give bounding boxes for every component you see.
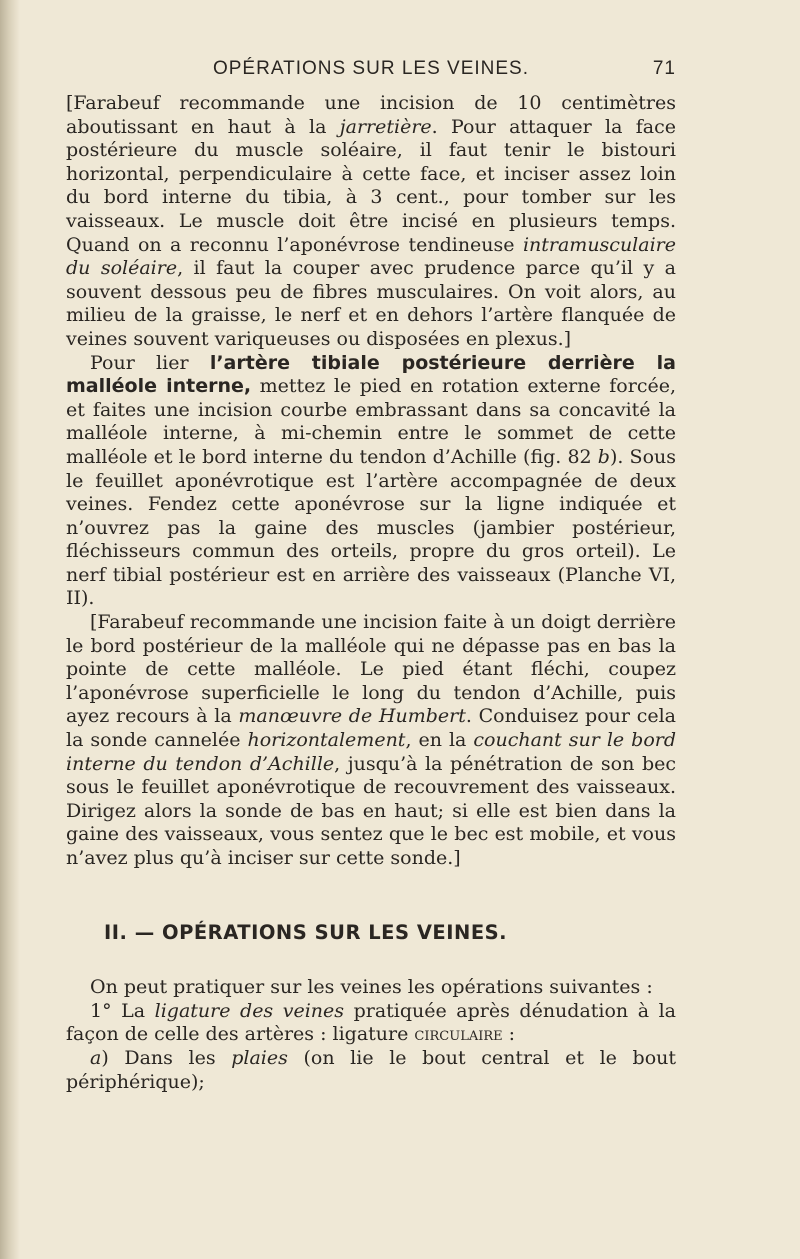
paragraph-ligature: [66, 1000, 676, 1047]
para1-italic-2: intramusculaire du soléaire: [66, 233, 676, 280]
para2-text-2: mettez le pied en rotation externe forcée, et faites une incision courbe embrassant dans sa concavité la malléole interne, à mi-chemin entre le sommet de cette malléole et le bord interne du tendon d’Achille (fig. 82: [66, 375, 676, 468]
para3-text-2: . Conduisez pour cela la sonde cannelée: [66, 705, 676, 752]
para3-text-3: , en la: [405, 729, 474, 752]
para6-italic-0: a: [90, 1046, 102, 1069]
para3-italic-3: couchant sur le bord interne du tendon d’Achille: [66, 729, 677, 775]
para2-bold-1: l’artère tibiale postérieure derrière la malléole interne,: [66, 351, 676, 398]
paragraph-farabeuf-soleaire: [66, 92, 676, 352]
para5-text-3: :: [502, 1023, 516, 1046]
para6-italic-1: plaies: [231, 1046, 288, 1069]
para1-italic-1: jarretière: [339, 115, 432, 138]
paragraph-tibiale-posterieure: [66, 352, 676, 612]
para5-italic-1: ligature des veines: [154, 999, 345, 1022]
page-number: 71: [652, 58, 676, 79]
para2-italic-1: b: [597, 445, 610, 468]
para1-text-2: . Pour attaquer la face postérieure du muscle soléaire, il faut tenir le bistouri horizontal, perpendiculaire à cette face, et inciser assez loin du bord interne du tibia, à 3 cent., pour tomber sur les vaisseaux. Le muscle doit être incisé en plusieurs temps. Quand on a reconnu l’aponévrose tendineuse: [66, 115, 676, 256]
para3-text-4: , jusqu’à la pénétration de son bec sous le feuillet aponévrotique de recouvrement des vaisseaux. Dirigez alors la sonde de bas en haut; si elle est bien dans la gaine des vaisseaux, vous sentez que le bec est mobile, et vous n’avez plus qu’à inciser sur cette sonde.]: [66, 752, 676, 869]
para3-italic-1: manœuvre de Humbert: [238, 705, 466, 728]
para1-text-3: , il faut la couper avec prudence parce qu’il y a souvent dessous peu de fibres musculaires. On voit alors, au milieu de la graisse, le nerf et en dehors l’artère flanquée de veines souvent variqueuses ou disposées en plexus.]: [66, 257, 676, 350]
para1-text-1: [Farabeuf recommande une incision de 10 centimètres aboutissant en haut à la: [66, 92, 676, 138]
page-spine-shadow: [0, 0, 20, 1259]
para2-text-3: ). Sous le feuillet aponévrotique est l’artère accompagnée de deux veines. Fendez cette aponévrose sur la ligne indiquée et n’ouvrez pas la gaine des muscles (jambier postérieur, fléchisseurs commun des orteils, propre du gros orteil). Le nerf tibial postérieur est en arrière des vaisseaux (Planche VI, II).: [66, 445, 677, 610]
para5-text-1: 1° La: [90, 999, 155, 1022]
page-body: [66, 92, 676, 1094]
para3-text-1: [Farabeuf recommande une incision faite à un doigt derrière le bord postérieur de la malléole qui ne dépasse pas en bas la pointe de cette malléole. Le pied étant fléchi, coupez l’aponévrose superficielle le long du tendon d’Achille, puis ayez recours à la: [66, 611, 676, 728]
paragraph-plaies: [66, 1047, 676, 1094]
para6-text-2: (on lie le bout central et le bout périphérique);: [66, 1046, 676, 1093]
running-header: [66, 58, 676, 84]
running-title: OPÉRATIONS SUR LES VEINES.: [212, 58, 529, 79]
para2-text-1: Pour lier: [90, 351, 210, 374]
para3-italic-2: horizontalement: [247, 729, 406, 752]
paragraph-operations-intro: On peut pratiquer sur les veines les opérations suivantes :: [90, 976, 653, 999]
section-heading: II. — OPÉRATIONS SUR LES VEINES.: [104, 920, 508, 944]
para5-smallcaps-1: circulaire: [414, 1023, 503, 1046]
para6-text-1: ) Dans les: [101, 1046, 232, 1069]
paragraph-farabeuf-malleole: [66, 611, 676, 871]
para5-text-2: pratiquée après dénudation à la façon de celle des artères : ligature: [66, 999, 676, 1046]
